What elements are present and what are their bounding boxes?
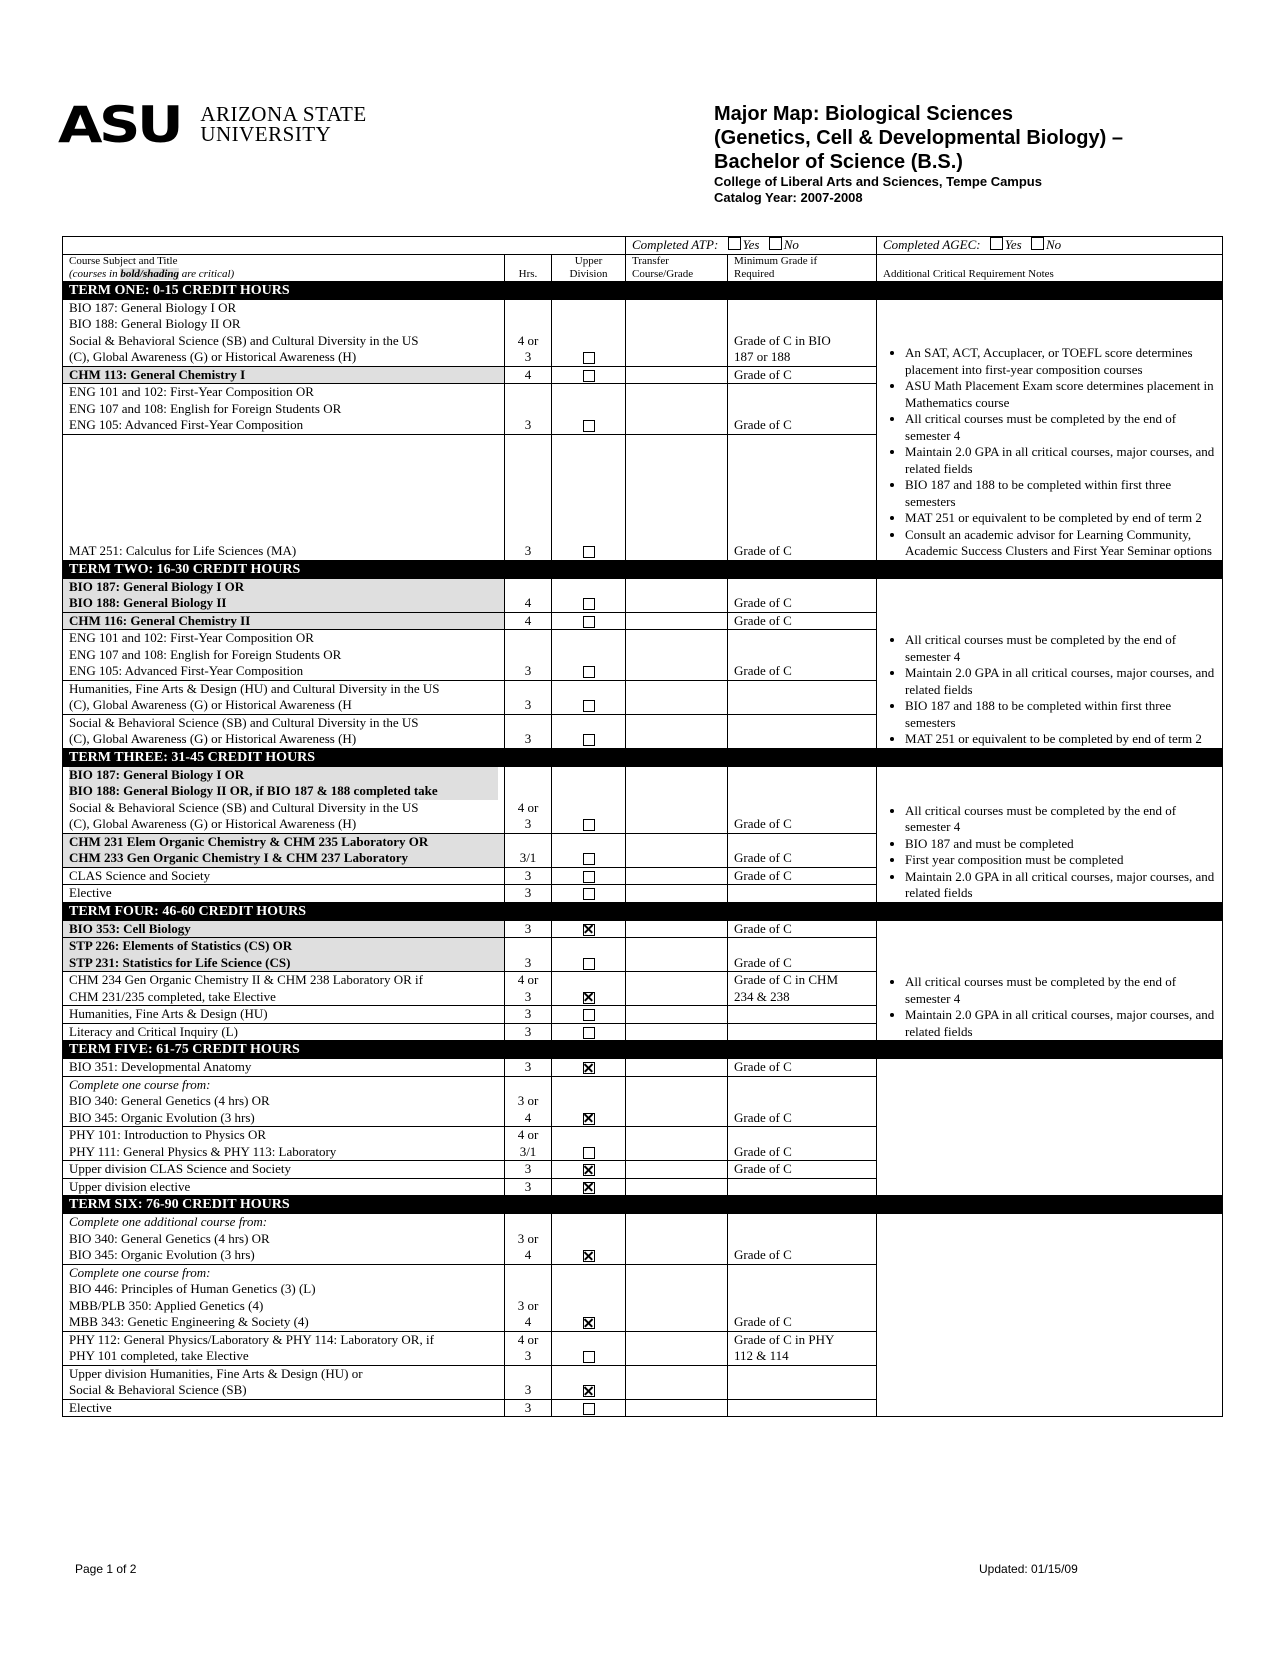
upper-division-checkbox-checked[interactable] — [583, 1250, 595, 1262]
title-line-2: (Genetics, Cell & Developmental Biology) – — [714, 127, 1123, 149]
page-number: Page 1 of 2 — [75, 1562, 137, 1576]
atp-yes-label: Yes — [742, 237, 760, 252]
upper-division-checkbox[interactable] — [583, 352, 595, 364]
catalog-line: Catalog Year: 2007-2008 — [714, 190, 863, 205]
table-row: Complete one course from: BIO 340: General Genetics (4 hrs) OR BIO 345: Organic Evolution (3 hrs) 3 or 4 Grade of C — [63, 1076, 1223, 1127]
table-row: Social & Behavioral Science (SB) and Cultural Diversity in the US (C), Global Awareness (G) or Historical Awareness (H) 3 — [63, 714, 1223, 748]
upper-division-checkbox[interactable] — [583, 1351, 595, 1363]
upper-division-checkbox[interactable] — [583, 1403, 595, 1415]
upper-division-checkbox-checked[interactable] — [583, 1113, 595, 1125]
table-row: STP 226: Elements of Statistics (CS) OR STP 231: Statistics for Life Science (CS) 3 Grade of C — [63, 938, 1223, 972]
table-row: PHY 101: Introduction to Physics OR PHY 111: General Physics & PHY 113: Laboratory 4 or 3/1 Grade of C — [63, 1127, 1223, 1161]
upper-division-checkbox[interactable] — [583, 420, 595, 432]
table-row: CHM 116: General Chemistry II 4 Grade of C — [63, 612, 1223, 630]
col-transfer: Transfer Course/Grade — [626, 254, 728, 281]
list-item: • An SAT, ACT, Accuplacer, or TOEFL score determines placement into first-year composition courses — [905, 345, 1216, 378]
list-item: • MAT 251 or equivalent to be completed by end of term 2 — [905, 510, 1216, 527]
table-row: Humanities, Fine Arts & Design (HU) and Cultural Diversity in the US (C), Global Awareness (G) or Historical Awareness (H 3 — [63, 680, 1223, 714]
col-upper-division: Upper Division — [552, 254, 626, 281]
term-header: TERM FIVE: 61-75 CREDIT HOURS — [63, 1041, 1223, 1059]
major-map-table — [62, 236, 1223, 1417]
college-line: College of Liberal Arts and Sciences, Tempe Campus — [714, 174, 1042, 189]
logo-line-1: ARIZONA STATE — [200, 102, 367, 126]
completed-atp — [626, 237, 877, 255]
upper-division-checkbox[interactable] — [583, 958, 595, 970]
upper-division-checkbox-checked[interactable] — [583, 924, 595, 936]
agec-no-label: No — [1046, 237, 1062, 252]
list-item: • First year composition must be completed — [905, 852, 1216, 869]
upper-division-checkbox[interactable] — [583, 370, 595, 382]
notes-list — [883, 632, 1216, 748]
table-row: Complete one course from: BIO 446: Principles of Human Genetics (3) (L) MBB/PLB 350: Applied Genetics (4) MBB 343: Genetic Engineering & Society (4) 3 or 4 Grade of C — [63, 1264, 1223, 1331]
atp-no-checkbox[interactable] — [769, 237, 782, 250]
table-row: Elective 3 — [63, 1399, 1223, 1417]
upper-division-checkbox[interactable] — [583, 616, 595, 628]
table-row: Upper division CLAS Science and Society 3 Grade of C — [63, 1161, 1223, 1179]
list-item: • Maintain 2.0 GPA in all critical courses, major courses, and related fields — [905, 665, 1216, 698]
upper-division-checkbox[interactable] — [583, 666, 595, 678]
table-row: Complete one additional course from: BIO 340: General Genetics (4 hrs) OR BIO 345: Organic Evolution (3 hrs) 3 or 4 Grade of C — [63, 1214, 1223, 1265]
upper-division-checkbox[interactable] — [583, 888, 595, 900]
table-row: Elective 3 — [63, 885, 1223, 903]
table-row: CHM 231 Elem Organic Chemistry & CHM 235 Laboratory OR CHM 233 Gen Organic Chemistry I & CHM 237 Laboratory 3/1 Grade of C — [63, 833, 1223, 867]
table-row: CLAS Science and Society 3 Grade of C — [63, 867, 1223, 885]
list-item: • All critical courses must be completed by the end of semester 4 — [905, 974, 1216, 1007]
list-item: • All critical courses must be completed by the end of semester 4 — [905, 632, 1216, 665]
upper-division-checkbox-checked[interactable] — [583, 1062, 595, 1074]
list-item: • ASU Math Placement Exam score determines placement in Mathematics course — [905, 378, 1216, 411]
term-header: TERM ONE: 0-15 CREDIT HOURS — [63, 281, 1223, 299]
list-item: • All critical courses must be completed by the end of semester 4 — [905, 803, 1216, 836]
col-hrs: Hrs. — [505, 254, 552, 281]
table-row: ENG 101 and 102: First-Year Composition OR ENG 107 and 108: English for Foreign Students OR ENG 105: Advanced First-Year Composition 3 Grade of C — [63, 630, 1223, 681]
list-item: • BIO 187 and 188 to be completed within first three semesters — [905, 477, 1216, 510]
agec-label: Completed AGEC: — [883, 237, 981, 252]
term-header: TERM TWO: 16-30 CREDIT HOURS — [63, 560, 1223, 578]
upper-division-checkbox[interactable] — [583, 734, 595, 746]
notes-list — [883, 974, 1216, 1040]
list-item: • Maintain 2.0 GPA in all critical courses, major courses, and related fields — [905, 444, 1216, 477]
table-row: PHY 112: General Physics/Laboratory & PHY 114: Laboratory OR, if PHY 101 completed, take Elective 4 or 3 Grade of C in PHY 112 & 114 — [63, 1331, 1223, 1365]
document-header — [714, 102, 1234, 206]
list-item: • Maintain 2.0 GPA in all critical courses, major courses, and related fields — [905, 869, 1216, 902]
upper-division-checkbox[interactable] — [583, 598, 595, 610]
term-header: TERM THREE: 31-45 CREDIT HOURS — [63, 748, 1223, 766]
col-notes: Additional Critical Requirement Notes — [877, 254, 1223, 281]
atp-yes-checkbox[interactable] — [728, 237, 741, 250]
table-row: MAT 251: Calculus for Life Sciences (MA) 3 Grade of C — [63, 434, 1223, 560]
table-row: BIO 353: Cell Biology 3 Grade of C • All critical courses must be completed by the end of semester 4 • Maintain 2.0 GPA in all critical courses, major courses, and related fields — [63, 920, 1223, 938]
upper-division-checkbox-checked[interactable] — [583, 1182, 595, 1194]
list-item: • Maintain 2.0 GPA in all critical courses, major courses, and related fields — [905, 1007, 1216, 1040]
term-notes — [877, 1214, 1223, 1417]
table-row: BIO 351: Developmental Anatomy 3 Grade of C — [63, 1059, 1223, 1077]
asu-logo-text — [200, 104, 366, 144]
table-row: CHM 113: General Chemistry I 4 Grade of C — [63, 366, 1223, 384]
upper-division-checkbox[interactable] — [583, 1009, 595, 1021]
term-notes — [877, 1059, 1223, 1196]
table-row: Upper division elective 3 — [63, 1178, 1223, 1196]
upper-division-checkbox[interactable] — [583, 700, 595, 712]
title-line-3: Bachelor of Science (B.S.) — [714, 151, 963, 173]
atp-label: Completed ATP: — [632, 237, 719, 252]
list-item: • BIO 187 and 188 to be completed within first three semesters — [905, 698, 1216, 731]
table-row: CHM 234 Gen Organic Chemistry II & CHM 238 Laboratory OR if CHM 231/235 completed, take Elective 4 or 3 Grade of C in CHM 234 & 238 — [63, 972, 1223, 1006]
term-notes — [877, 578, 1223, 748]
completed-agec — [877, 237, 1223, 255]
upper-division-checkbox[interactable] — [583, 1147, 595, 1159]
logo-line-2: UNIVERSITY — [200, 122, 332, 146]
list-item: • BIO 187 and must be completed — [905, 836, 1216, 853]
agec-yes-checkbox[interactable] — [990, 237, 1003, 250]
table-row: BIO 187: General Biology I OR BIO 188: General Biology II 4 Grade of C • All critical courses must be completed by the end of semester 4 • Maintain 2.0 GPA in all critical courses, major courses, and related fields • BIO 187 and 188 to be completed within first three semesters • MAT 251 or equivalent to be completed by end of term 2 — [63, 578, 1223, 612]
updated-date: Updated: 01/15/09 — [979, 1562, 1078, 1576]
table-row: Upper division Humanities, Fine Arts & Design (HU) or Social & Behavioral Science (SB) 3 — [63, 1365, 1223, 1399]
upper-division-checkbox[interactable] — [583, 1027, 595, 1039]
upper-division-checkbox-checked[interactable] — [583, 1317, 595, 1329]
term-notes — [877, 766, 1223, 902]
upper-division-checkbox-checked[interactable] — [583, 1385, 595, 1397]
table-row: BIO 187: General Biology I OR BIO 188: General Biology II OR Social & Behavioral Science (SB) and Cultural Diversity in the US (C), Global Awareness (G) or Historical Awareness (H) 4 or 3 Grade of C in BIO 187 or 188 • An SAT, ACT, Accuplacer, or TOEFL score determines placement into first-year composition courses • ASU Math Placement Exam score determines placement in Mathematics course • All critical courses must be completed by the end of semester 4 • Maintain 2.0 GPA in all critical courses, major courses, and related fields • BIO 187 and 188 to be completed within first three semesters • MAT 251 or equivalent to be completed by end of term 2 • Consult an academic advisor for Learning Community, Academic Success Clusters and First Year Seminar options — [63, 299, 1223, 366]
completion-status-row — [63, 237, 1223, 255]
agec-no-checkbox[interactable] — [1031, 237, 1044, 250]
title-line-1: Major Map: Biological Sciences — [714, 103, 1013, 125]
list-item: • Consult an academic advisor for Learning Community, Academic Success Clusters and First Year Seminar options — [905, 527, 1216, 560]
agec-yes-label: Yes — [1004, 237, 1022, 252]
upper-division-checkbox[interactable] — [583, 871, 595, 883]
asu-logo-mark: ASU — [58, 96, 181, 154]
table-row: Humanities, Fine Arts & Design (HU) 3 — [63, 1006, 1223, 1024]
table-row: Literacy and Critical Inquiry (L) 3 — [63, 1023, 1223, 1041]
notes-list — [883, 345, 1216, 560]
term-header: TERM FOUR: 46-60 CREDIT HOURS — [63, 902, 1223, 920]
list-item: • All critical courses must be completed by the end of semester 4 — [905, 411, 1216, 444]
atp-no-label: No — [783, 237, 799, 252]
upper-division-checkbox[interactable] — [583, 853, 595, 865]
notes-list — [883, 803, 1216, 902]
table-row: ENG 101 and 102: First-Year Composition OR ENG 107 and 108: English for Foreign Students OR ENG 105: Advanced First-Year Composition 3 Grade of C — [63, 384, 1223, 435]
upper-division-checkbox-checked[interactable] — [583, 992, 595, 1004]
upper-division-checkbox[interactable] — [583, 546, 595, 558]
term-header: TERM SIX: 76-90 CREDIT HOURS — [63, 1196, 1223, 1214]
upper-division-checkbox-checked[interactable] — [583, 1164, 595, 1176]
column-header-row — [63, 254, 1223, 281]
list-item: • MAT 251 or equivalent to be completed by end of term 2 — [905, 731, 1216, 748]
upper-division-checkbox[interactable] — [583, 819, 595, 831]
col-course: Course Subject and Title (courses in bold/shading are critical) — [63, 254, 505, 281]
table-row: BIO 187: General Biology I OR BIO 188: General Biology II OR, if BIO 187 & 188 completed take Social & Behavioral Science (SB) and Cultural Diversity in the US (C), Global Awareness (G) or Historical Awareness (H) 4 or 3 Grade of C • All critical courses must be completed by the end of semester 4 • BIO 187 and must be completed • First year composition must be completed • Maintain 2.0 GPA in all critical courses, major courses, and related fields — [63, 766, 1223, 833]
term-notes — [877, 920, 1223, 1041]
asu-logo — [58, 96, 367, 154]
term-notes — [877, 299, 1223, 560]
col-min-grade: Minimum Grade if Required — [728, 254, 877, 281]
